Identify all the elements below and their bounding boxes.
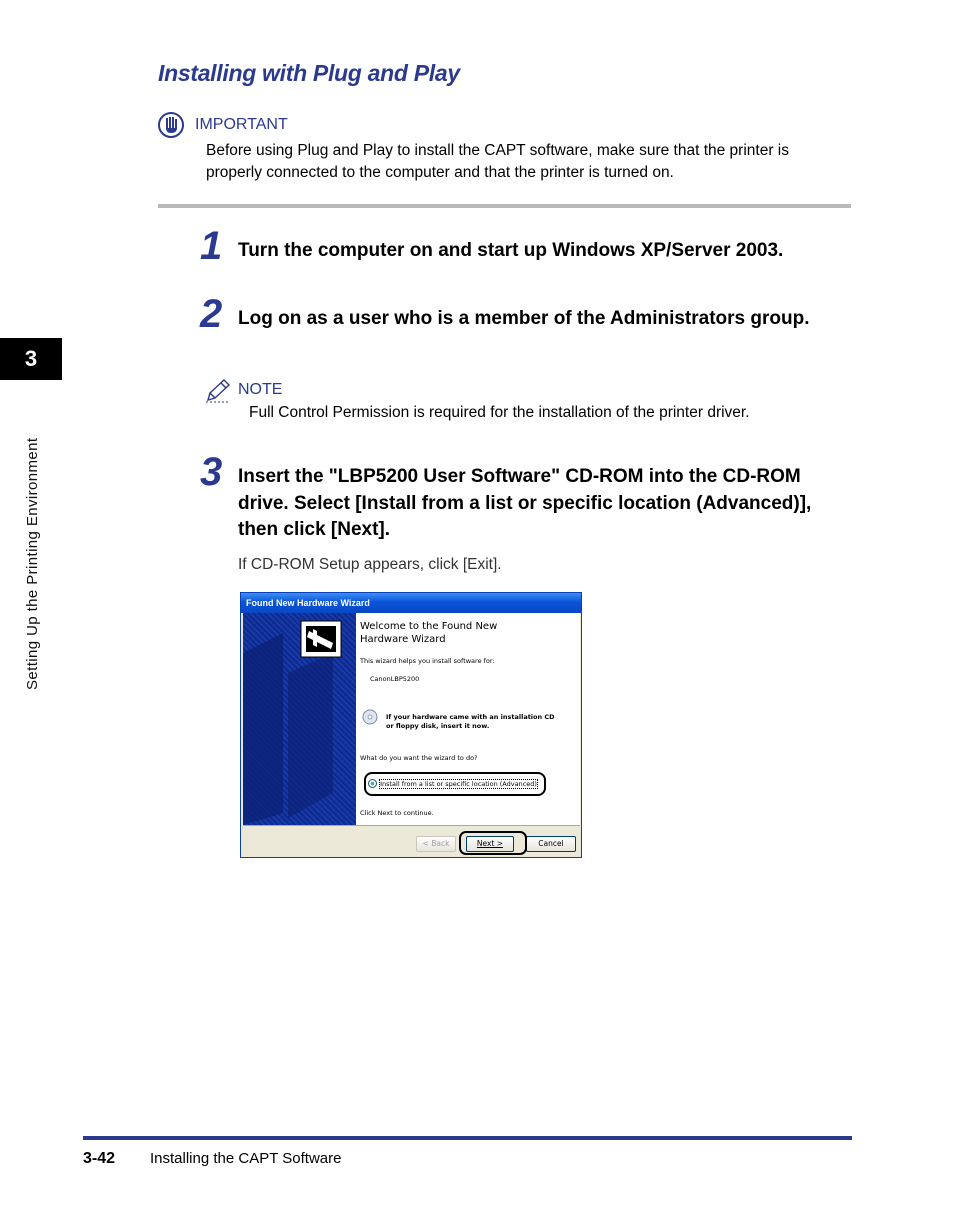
wizard-banner-graphic [243,613,356,825]
page-number: 3-42 [83,1150,116,1167]
wizard-intro: This wizard helps you install software for: [360,657,495,665]
important-hand-icon [158,112,184,138]
step-number: 3 [200,450,223,494]
chapter-side-label: Setting Up the Printing Environment [24,437,41,690]
wizard-cd-hint: or floppy disk, insert it now. [386,722,490,730]
footer-rule [83,1136,852,1140]
step-text: Insert the "LBP5200 User Software" CD-ROM into the CD-ROM drive. Select [Install from a list or specific location (Advanced)], then click [Next]. [238,466,812,540]
section-divider [158,204,851,208]
wizard-continue: Click Next to continue. [360,809,434,817]
cancel-button[interactable]: Cancel [526,836,576,852]
wizard-heading: Hardware Wizard [360,634,446,645]
pencil-note-icon [204,378,232,404]
step-number: 2 [200,292,223,336]
wizard-titlebar: Found New Hardware Wizard [241,593,581,613]
wizard-question: What do you want the wizard to do? [360,754,478,762]
wizard-content [356,613,580,825]
highlight-ring [364,772,546,796]
next-button[interactable]: Next > [466,836,514,852]
wizard-heading: Welcome to the Found New [360,621,498,632]
wizard-button-bar [243,825,580,857]
step-number: 1 [200,224,223,268]
step-text: Turn the computer on and start up Windows XP/Server 2003. [238,240,784,261]
wizard-option-advanced[interactable]: Install from a list or specific location (Advanced) [368,779,538,788]
step-hint: If CD-ROM Setup appears, click [Exit]. [238,556,502,573]
back-button[interactable]: < Back [416,836,456,852]
footer-title: Installing the CAPT Software [150,1150,342,1167]
note-text: Full Control Permission is required for the installation of the printer driver. [249,404,750,421]
wizard-cd-hint: If your hardware came with an installation CD [386,713,555,721]
important-label: IMPORTANT [195,116,288,133]
chapter-tab: 3 [0,338,62,380]
wizard-side-banner [243,613,356,825]
note-label: NOTE [238,381,283,398]
cd-icon [362,709,378,725]
highlight-ring [459,831,527,855]
important-text: Before using Plug and Play to install the CAPT software, make sure that the printer is properly connected to the computer and that the printer is turned on. [206,142,789,181]
wizard-device-name: CanonLBP5200 [370,675,420,683]
step-text: Log on as a user who is a member of the Administrators group. [238,308,810,329]
section-title: Installing with Plug and Play [158,60,460,86]
wizard-screenshot [240,592,582,858]
